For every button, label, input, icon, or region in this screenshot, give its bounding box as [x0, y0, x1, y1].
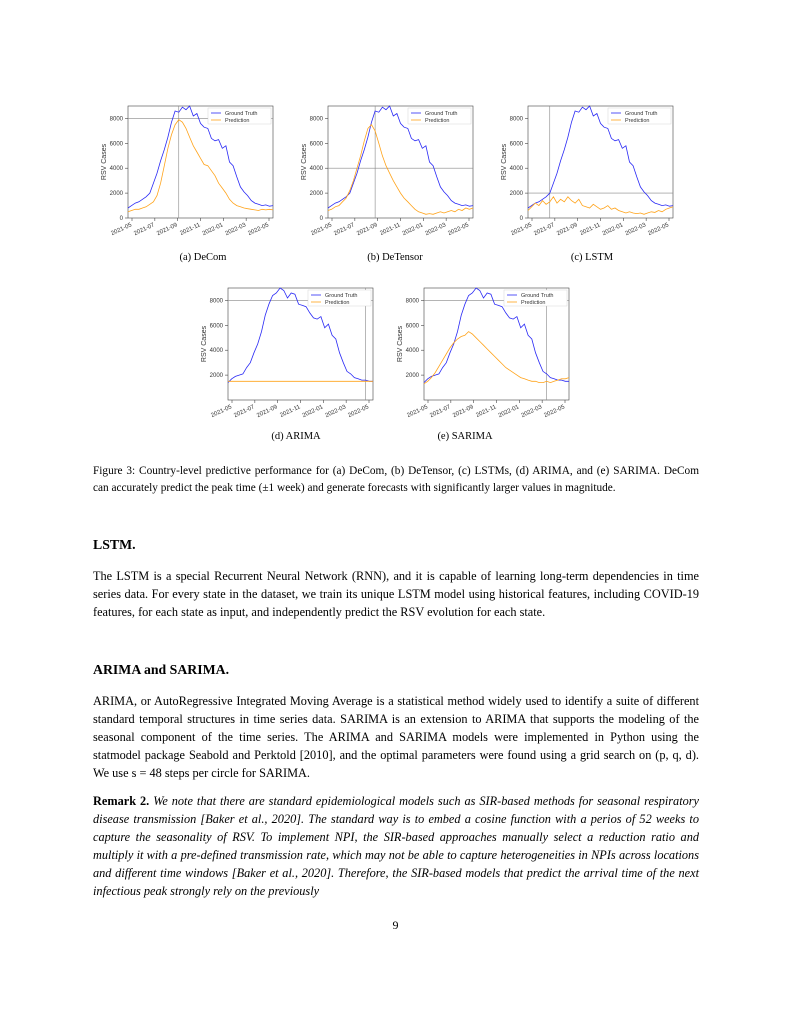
y-tick-label: 4000: [405, 348, 419, 355]
legend-truth-label: Ground Truth: [425, 111, 458, 117]
page-number: 9: [392, 918, 399, 932]
chart-arima: [196, 282, 386, 432]
chart-panel-detensor: [296, 100, 486, 250]
x-tick-label: 2022-01: [601, 222, 625, 238]
y-tick-label: 2000: [109, 191, 123, 198]
legend-truth-label: Ground Truth: [521, 293, 554, 299]
y-tick-label: 8000: [509, 116, 523, 123]
remark-label: Remark 2.: [93, 794, 150, 808]
x-tick-label: 2022-03: [324, 404, 348, 420]
y-tick-label: 8000: [109, 116, 123, 123]
x-tick-label: 2021-07: [233, 404, 256, 420]
legend-prediction-label: Prediction: [625, 118, 650, 124]
section-heading-arima: ARIMA and SARIMA.: [93, 662, 230, 677]
y-tick-label: 6000: [405, 323, 419, 330]
y-tick-label: 2000: [209, 373, 223, 380]
x-tick-label: 2021-11: [475, 404, 498, 419]
chart-panel-sarima: [392, 282, 582, 432]
x-tick-label: 2022-01: [201, 222, 225, 238]
x-tick-label: 2021-09: [556, 222, 579, 238]
x-tick-label: 2021-09: [452, 404, 475, 420]
figure-caption: Figure 3: Country-level predictive performance for (a) DeCom, (b) DeTensor, (c) LSTMs, (d) ARIMA, and (e) SARIMA. DeCom can accurately predict the peak time (±1 week) and generate forecasts with significantly larger values in magnitude.: [93, 465, 699, 494]
x-tick-label: 2022-01: [497, 404, 521, 420]
x-tick-label: 2021-05: [406, 404, 429, 420]
prediction-line: [128, 120, 273, 212]
legend-prediction-label: Prediction: [225, 118, 250, 124]
prediction-line: [424, 332, 569, 384]
y-tick-label: 8000: [405, 298, 419, 305]
x-tick-label: 2021-07: [533, 222, 556, 238]
x-tick-label: 2021-11: [179, 222, 202, 237]
y-tick-label: 2000: [309, 191, 323, 198]
remark-text: We note that there are standard epidemiological models such as SIR-based methods for seasonal respiratory disease transmission [Baker et al., 2020]. The standard way is to embed a cosine function with a perios of 52 weeks to capture the seasonality of RSV. To implement NPI, the SIR-based approaches manually select a reduction ratio and multiply it with a pre-defined transmission rate, which may not be able to capture heterogeneities in NPIs across locations and different time windows [Baker et al., 2020]. Therefore, the SIR-based models that predict the arrival time of the next infectious peak strongly rely on the previously: [93, 794, 700, 898]
y-tick-label: 4000: [509, 166, 523, 173]
section-heading-lstm: LSTM.: [93, 537, 136, 552]
x-tick-label: 2021-05: [210, 404, 233, 420]
y-axis-label: RSV Cases: [201, 325, 208, 363]
x-tick-label: 2022-03: [520, 404, 544, 420]
x-tick-label: 2022-05: [247, 222, 270, 238]
x-tick-label: 2022-05: [447, 222, 470, 238]
x-tick-label: 2021-11: [379, 222, 402, 237]
subcaption-decom: (a) DeCom: [179, 252, 227, 263]
legend-truth-label: Ground Truth: [325, 293, 358, 299]
legend-prediction-label: Prediction: [521, 300, 546, 306]
x-tick-label: 2022-03: [424, 222, 448, 238]
y-tick-label: 4000: [209, 348, 223, 355]
x-tick-label: 2021-11: [279, 404, 302, 419]
x-tick-label: 2022-05: [647, 222, 670, 238]
y-axis-label: RSV Cases: [301, 143, 308, 181]
paragraph-arima: ARIMA, or AutoRegressive Integrated Moving Average is a statistical method widely used to identify a suite of different standard temporal structures in time series data. SARIMA is an extension to ARIMA that supports the modeling of the seasonal component of the time series. The ARIMA and SARIMA models were implemented in Python using the statmodel package Seabold and Perktold [2010], and the optimal parameters were found using a grid search on (p, q, d). We use s = 48 steps per circle for SARIMA.: [93, 694, 699, 780]
chart-panel-decom: [96, 100, 286, 250]
y-tick-label: 4000: [309, 166, 323, 173]
x-tick-label: 2021-09: [256, 404, 279, 420]
y-tick-label: 2000: [509, 191, 523, 198]
paragraph-lstm: The LSTM is a special Recurrent Neural Network (RNN), and it is capable of learning long-term dependencies in time series data. For every state in the dataset, we train its unique LSTM model using historical features, including COVID-19 features, for each state as input, and independently predict the RSV evolution for each state.: [93, 569, 699, 619]
legend-truth-label: Ground Truth: [625, 111, 658, 117]
y-axis-label: RSV Cases: [101, 143, 108, 181]
x-tick-label: 2021-07: [429, 404, 452, 420]
y-tick-label: 6000: [209, 323, 223, 330]
y-tick-label: 0: [519, 216, 523, 222]
x-tick-label: 2021-11: [579, 222, 602, 237]
chart-panel-lstm: [496, 100, 686, 250]
x-tick-label: 2021-07: [333, 222, 356, 238]
x-tick-label: 2021-09: [356, 222, 379, 238]
legend-prediction-label: Prediction: [325, 300, 350, 306]
x-tick-label: 2021-05: [510, 222, 533, 238]
x-tick-label: 2022-05: [347, 404, 370, 420]
y-tick-label: 0: [119, 216, 123, 222]
remark-paragraph: [93, 792, 699, 900]
y-axis-label: RSV Cases: [397, 325, 404, 363]
subcaption-arima: (d) ARIMA: [271, 431, 321, 442]
x-tick-label: 2022-03: [224, 222, 248, 238]
chart-decom: [96, 100, 286, 250]
chart-sarima: [392, 282, 582, 432]
x-tick-label: 2021-09: [156, 222, 179, 238]
x-tick-label: 2022-01: [401, 222, 425, 238]
y-tick-label: 4000: [109, 166, 123, 173]
x-tick-label: 2022-03: [624, 222, 648, 238]
x-tick-label: 2021-07: [133, 222, 156, 238]
y-tick-label: 6000: [109, 141, 123, 148]
x-tick-label: 2021-05: [310, 222, 333, 238]
subcaption-lstm: (c) LSTM: [570, 252, 614, 263]
subcaption-sarima: (e) SARIMA: [437, 431, 493, 442]
subcaption-detensor: (b) DeTensor: [367, 252, 423, 263]
y-tick-label: 6000: [309, 141, 323, 148]
y-axis-label: RSV Cases: [501, 143, 508, 181]
y-tick-label: 8000: [309, 116, 323, 123]
x-tick-label: 2021-05: [110, 222, 133, 238]
x-tick-label: 2022-01: [301, 404, 325, 420]
x-tick-label: 2022-05: [543, 404, 566, 420]
chart-detensor: [296, 100, 486, 250]
legend-truth-label: Ground Truth: [225, 111, 258, 117]
y-tick-label: 0: [319, 216, 323, 222]
chart-lstm: [496, 100, 686, 250]
y-tick-label: 6000: [509, 141, 523, 148]
y-tick-label: 8000: [209, 298, 223, 305]
legend-prediction-label: Prediction: [425, 118, 450, 124]
y-tick-label: 2000: [405, 373, 419, 380]
chart-panel-arima: [196, 282, 386, 432]
